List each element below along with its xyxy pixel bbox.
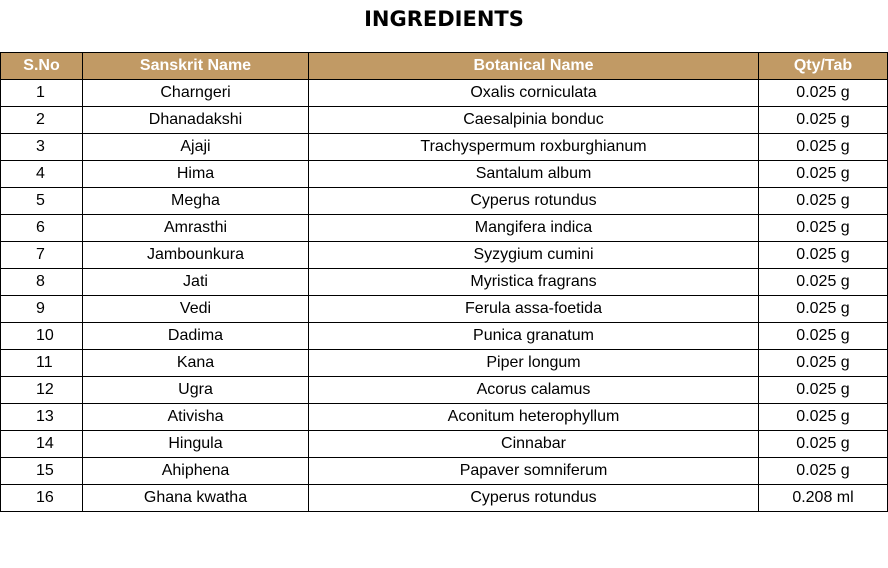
- page-title: INGREDIENTS: [364, 7, 524, 31]
- cell-sno: 3: [1, 134, 83, 161]
- cell-botanical-name: Santalum album: [309, 161, 759, 188]
- cell-sanskrit-name: Jati: [83, 269, 309, 296]
- table-row: [1, 188, 888, 215]
- cell-sanskrit-name: Ajaji: [83, 134, 309, 161]
- cell-sno: 15: [1, 458, 83, 485]
- cell-qty-per-tab: 0.025 g: [759, 269, 888, 296]
- cell-botanical-name: Oxalis corniculata: [309, 80, 759, 107]
- cell-sno: 14: [1, 431, 83, 458]
- cell-qty-per-tab: 0.025 g: [759, 134, 888, 161]
- table-row: [1, 161, 888, 188]
- cell-qty-per-tab: 0.208 ml: [759, 485, 888, 512]
- cell-sno: 8: [1, 269, 83, 296]
- table-row: [1, 377, 888, 404]
- cell-sanskrit-name: Dadima: [83, 323, 309, 350]
- cell-botanical-name: Punica granatum: [309, 323, 759, 350]
- cell-qty-per-tab: 0.025 g: [759, 80, 888, 107]
- table-row: [1, 215, 888, 242]
- cell-sanskrit-name: Hima: [83, 161, 309, 188]
- column-header-sanskrit-name: Sanskrit Name: [83, 53, 309, 80]
- cell-sanskrit-name: Vedi: [83, 296, 309, 323]
- table-row: [1, 80, 888, 107]
- cell-botanical-name: Ferula assa-foetida: [309, 296, 759, 323]
- cell-sno: 1: [1, 80, 83, 107]
- cell-sno: 6: [1, 215, 83, 242]
- table-row: [1, 269, 888, 296]
- cell-qty-per-tab: 0.025 g: [759, 161, 888, 188]
- cell-sno: 4: [1, 161, 83, 188]
- cell-sno: 12: [1, 377, 83, 404]
- cell-botanical-name: Acorus calamus: [309, 377, 759, 404]
- table-row: [1, 107, 888, 134]
- cell-botanical-name: Syzygium cumini: [309, 242, 759, 269]
- cell-qty-per-tab: 0.025 g: [759, 296, 888, 323]
- cell-sanskrit-name: Hingula: [83, 431, 309, 458]
- table-row: [1, 431, 888, 458]
- cell-botanical-name: Trachyspermum roxburghianum: [309, 134, 759, 161]
- cell-sanskrit-name: Megha: [83, 188, 309, 215]
- cell-sanskrit-name: Dhanadakshi: [83, 107, 309, 134]
- table-row: [1, 134, 888, 161]
- column-header-sno: S.No: [1, 53, 83, 80]
- cell-qty-per-tab: 0.025 g: [759, 431, 888, 458]
- cell-sanskrit-name: Amrasthi: [83, 215, 309, 242]
- column-header-qty-per-tab: Qty/Tab: [759, 53, 888, 80]
- cell-sanskrit-name: Ahiphena: [83, 458, 309, 485]
- cell-qty-per-tab: 0.025 g: [759, 188, 888, 215]
- cell-botanical-name: Papaver somniferum: [309, 458, 759, 485]
- table-row: [1, 458, 888, 485]
- cell-sanskrit-name: Kana: [83, 350, 309, 377]
- table-header-row: [1, 53, 888, 80]
- table-row: [1, 404, 888, 431]
- cell-sno: 16: [1, 485, 83, 512]
- table-row: [1, 242, 888, 269]
- table-row: [1, 323, 888, 350]
- cell-botanical-name: Mangifera indica: [309, 215, 759, 242]
- column-header-botanical-name: Botanical Name: [309, 53, 759, 80]
- cell-qty-per-tab: 0.025 g: [759, 215, 888, 242]
- ingredients-table: [0, 52, 888, 512]
- cell-botanical-name: Caesalpinia bonduc: [309, 107, 759, 134]
- cell-sanskrit-name: Ghana kwatha: [83, 485, 309, 512]
- cell-sanskrit-name: Ativisha: [83, 404, 309, 431]
- table-row: [1, 296, 888, 323]
- cell-qty-per-tab: 0.025 g: [759, 242, 888, 269]
- cell-sanskrit-name: Charngeri: [83, 80, 309, 107]
- cell-qty-per-tab: 0.025 g: [759, 323, 888, 350]
- cell-qty-per-tab: 0.025 g: [759, 377, 888, 404]
- cell-sno: 5: [1, 188, 83, 215]
- cell-botanical-name: Aconitum heterophyllum: [309, 404, 759, 431]
- cell-botanical-name: Cinnabar: [309, 431, 759, 458]
- cell-qty-per-tab: 0.025 g: [759, 458, 888, 485]
- cell-botanical-name: Cyperus rotundus: [309, 485, 759, 512]
- cell-sno: 9: [1, 296, 83, 323]
- cell-sno: 2: [1, 107, 83, 134]
- cell-sanskrit-name: Jambounkura: [83, 242, 309, 269]
- cell-botanical-name: Piper longum: [309, 350, 759, 377]
- cell-qty-per-tab: 0.025 g: [759, 350, 888, 377]
- cell-sno: 13: [1, 404, 83, 431]
- cell-qty-per-tab: 0.025 g: [759, 404, 888, 431]
- table-row: [1, 350, 888, 377]
- cell-sno: 7: [1, 242, 83, 269]
- cell-botanical-name: Myristica fragrans: [309, 269, 759, 296]
- cell-sno: 11: [1, 350, 83, 377]
- cell-qty-per-tab: 0.025 g: [759, 107, 888, 134]
- cell-sno: 10: [1, 323, 83, 350]
- cell-sanskrit-name: Ugra: [83, 377, 309, 404]
- table-row: [1, 485, 888, 512]
- cell-botanical-name: Cyperus rotundus: [309, 188, 759, 215]
